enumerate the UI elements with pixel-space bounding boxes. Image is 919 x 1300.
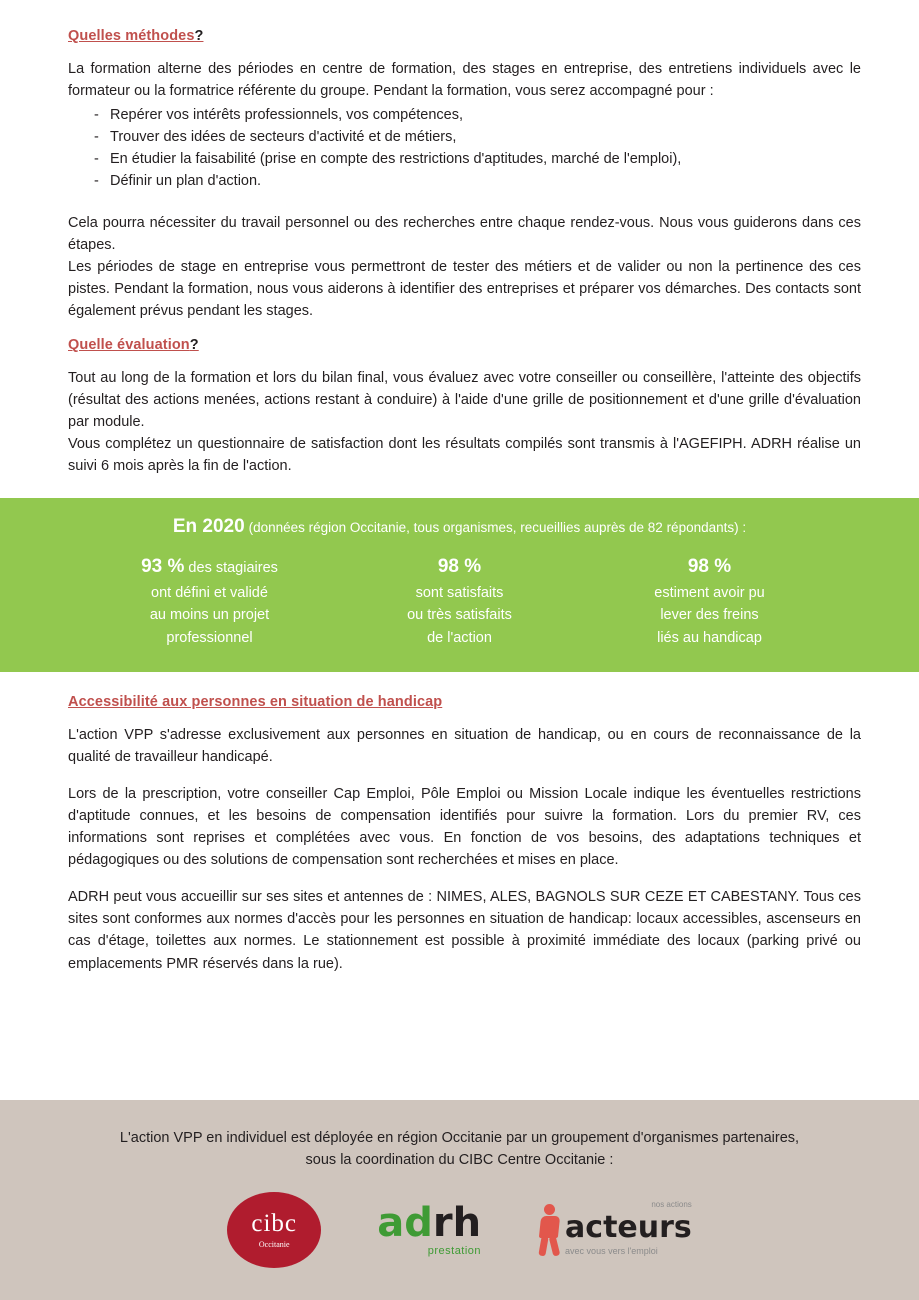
footer-line-2: sous la coordination du CIBC Centre Occitanie : [305, 1151, 614, 1168]
statistic-value-row-3 [585, 552, 835, 582]
statistics-band [0, 498, 919, 673]
footer-text [0, 1100, 919, 1172]
footer-line-1: L'action VPP en individuel est déployée en région Occitanie par un groupement d'organismes partenaires, [119, 1130, 800, 1146]
statistic-line: professionnel [166, 630, 253, 647]
section-title-evaluation-text: Quelle évaluation [68, 337, 190, 354]
statistic-line: sont satisfaits [415, 584, 504, 601]
acteurs-logo-tagline: avec vous vers l'emploi [565, 1245, 658, 1256]
statistic-line: ont défini et validé [151, 584, 268, 601]
statistic-suffix-1: des stagiaires [184, 559, 278, 576]
list-item: - Définir un plan d'action. [94, 170, 861, 192]
cibc-logo [227, 1192, 321, 1268]
methodes-paragraph-1: La formation alterne des périodes en centre de formation, des stages en entreprise, des entretiens individuels avec le formateur ou la formatrice référente du groupe. Pendant la formation, vous serez accompagné pour : [68, 61, 861, 100]
statistic-line: de l'action [427, 630, 492, 647]
acteurs-logo-word: acteurs [565, 1209, 692, 1245]
list-item: - En étudier la faisabilité (prise en compte des restrictions d'aptitudes, marché de l'emploi), [94, 148, 861, 170]
statistics-row [0, 552, 919, 651]
section-title-evaluation [68, 337, 861, 353]
statistic-item-2 [335, 552, 585, 651]
spacer [68, 478, 861, 498]
accessibility-section [0, 672, 919, 974]
adrh-logo-word-dark: rh [432, 1199, 482, 1246]
evaluation-paragraph-2: Vous complétez un questionnaire de satisfaction dont les résultats compilés sont transmis à l'AGEFIPH. ADRH réalise un suivi 6 mois après la fin de l'action. [68, 436, 861, 475]
statistic-value-row-2 [335, 552, 585, 582]
acteurs-logo-text [565, 1209, 692, 1256]
accessibilite-paragraph-2: Lors de la prescription, votre conseiller Cap Emploi, Pôle Emploi ou Mission Locale indique les éventuelles restrictions d'aptitude connues, et les besoins de compensation identifiés pour suivre la formation. Lors du premier RV, ces informations sont reprises et complétées avec vous. En fonction de vos besoins, des adaptations techniques et pédagogiques ou des solutions de compensation sont recherchées et mises en place. [68, 786, 861, 869]
document-content [0, 0, 919, 498]
statistic-item-3 [585, 552, 835, 651]
methodes-bullet-list [68, 104, 861, 192]
statistics-year: En 2020 [172, 515, 245, 537]
accessibilite-paragraph-1: L'action VPP s'adresse exclusivement aux personnes en situation de handicap, ou en cours de reconnaissance de la qualité de travailleur handicapé. [68, 727, 861, 766]
section-title-methodes-text: Quelles méthodes [68, 28, 195, 44]
adrh-logo-word [377, 1199, 482, 1246]
list-item: - Trouver des idées de secteurs d'activité et de métiers, [94, 126, 861, 148]
adrh-logo-sub: prestation [427, 1244, 482, 1257]
cibc-logo-sub: Occitanie [258, 1239, 290, 1249]
statistic-line: lever des freins [660, 607, 759, 624]
statistics-note: (données région Occitanie, tous organismes, recueillies auprès de 82 répondants) : [248, 519, 747, 535]
list-item: - Repérer vos intérêts professionnels, vos compétences, [94, 104, 861, 126]
statistic-line: liés au handicap [657, 630, 762, 647]
statistic-value-3: 98 % [687, 555, 732, 577]
statistics-heading [0, 516, 919, 538]
accessibilite-paragraph-3: ADRH peut vous accueillir sur ses sites et antennes de : NIMES, ALES, BAGNOLS SUR CEZE ET CABESTANY. Tous ces sites sont conformes aux normes d'accès pour les personnes en situation de handicap: locaux accessibles, ascenseurs en cas d'étage, toilettes aux normes. Le stationnement est possible à proximité immédiate des locaux (parking privé ou emplacements PMR réservés dans la rue). [68, 889, 861, 972]
methodes-paragraph-3: Les périodes de stage en entreprise vous permettront de tester des métiers et de valider ou non la pertinence des ces pistes. Pendant la formation, nous vous aiderons à identifier des entreprises et préparer vos démarches. Des contacts sont également prévus pendant les stages. [68, 259, 861, 320]
section-title-accessibilite: Accessibilité aux personnes en situation de handicap [68, 694, 443, 711]
acteurs-logo-corner: nos actions [651, 1199, 692, 1209]
section-title-methodes [68, 28, 861, 44]
footer-band [0, 1100, 919, 1300]
statistic-item-1 [85, 552, 335, 651]
adrh-logo-word-green: ad [377, 1199, 433, 1246]
statistic-value-row-1 [85, 552, 335, 582]
adrh-logo [377, 1199, 482, 1257]
evaluation-paragraph-1: Tout au long de la formation et lors du bilan final, vous évaluez avec votre conseiller ou conseillère, l'atteinte des objectifs (résultat des actions menées, actions restant à conduire) à l'aide d'une grille de positionnement et d'une grille d'évaluation par module. [68, 370, 861, 431]
section-title-methodes-qmark: ? [194, 28, 204, 44]
statistic-line: au moins un projet [149, 607, 270, 624]
acteurs-logo [537, 1199, 692, 1256]
statistic-value-2: 98 % [437, 555, 482, 577]
section-title-evaluation-qmark: ? [189, 337, 199, 354]
cibc-logo-brand: cibc [251, 1209, 298, 1237]
methodes-paragraph-2: Cela pourra nécessiter du travail personnel ou des recherches entre chaque rendez-vous. Nous vous guiderons dans ces étapes. [68, 215, 861, 254]
statistic-line: ou très satisfaits [407, 607, 512, 624]
person-icon [537, 1204, 563, 1256]
partner-logos [0, 1192, 919, 1268]
statistic-line: estiment avoir pu [654, 584, 765, 601]
statistic-value-1: 93 % [141, 555, 185, 577]
spacer [68, 192, 861, 212]
